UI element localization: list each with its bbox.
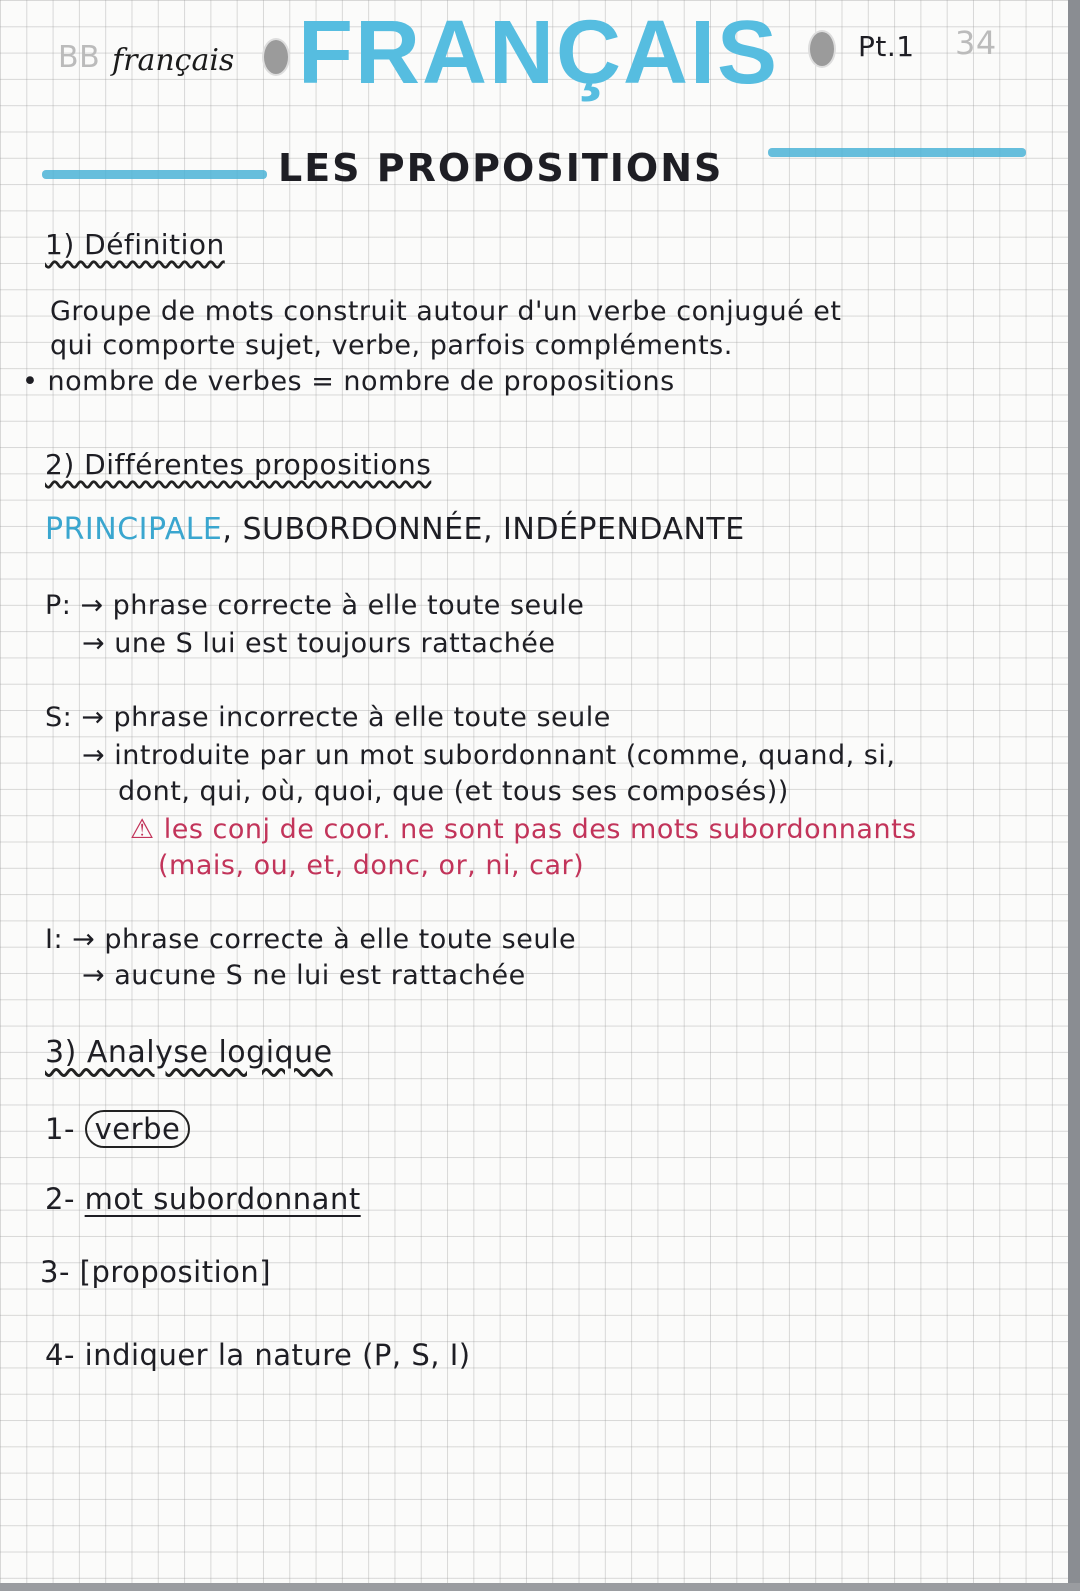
definition-line: qui comporte sujet, verbe, parfois compléments.: [50, 330, 733, 361]
proposition-types: [45, 512, 745, 547]
subject-title-script: français: [112, 43, 235, 78]
analysis-step: [45, 1112, 190, 1146]
step-text: indiquer la nature (P, S, I): [84, 1338, 471, 1372]
step-number: 4-: [45, 1338, 75, 1372]
step-text: verbe: [85, 1110, 191, 1148]
page-title: LES PROPOSITIONS: [278, 146, 724, 190]
analysis-step: [40, 1255, 271, 1289]
definition-line: • nombre de verbes = nombre de propositions: [22, 366, 675, 397]
step-number: 2-: [45, 1182, 75, 1216]
step-number: 3-: [40, 1255, 70, 1289]
title-bar-right: [768, 148, 1026, 157]
definition-line: Groupe de mots construit autour d'un verbe conjugué et: [50, 296, 842, 327]
section3-heading: 3) Analyse logique: [45, 1035, 333, 1070]
step-text: mot subordonnant: [84, 1182, 361, 1216]
part-label: Pt.1: [858, 30, 915, 63]
subordonnee-line: S: → phrase incorrecte à elle toute seule: [45, 702, 611, 733]
warning-line: ⚠ les conj de coor. ne sont pas des mots subordonnants: [130, 814, 917, 845]
section2-heading: 2) Différentes propositions: [45, 448, 432, 481]
initials: BB: [58, 40, 101, 75]
warning-line: (mais, ou, et, donc, or, ni, car): [158, 850, 585, 881]
independante-line: → aucune S ne lui est rattachée: [82, 960, 526, 991]
punch-hole-right: [808, 30, 836, 68]
page-edge: [1068, 0, 1080, 1591]
type-others: , SUBORDONNÉE, INDÉPENDANTE: [222, 512, 745, 547]
punch-hole-left: [262, 38, 290, 76]
step-number: 1-: [45, 1112, 75, 1146]
analysis-step: [45, 1338, 471, 1372]
subordonnee-line: dont, qui, où, quoi, que (et tous ses composés)): [118, 776, 789, 807]
title-bar-left: [42, 170, 267, 179]
subordonnee-line: → introduite par un mot subordonnant (comme, quand, si,: [82, 740, 896, 771]
type-principale: PRINCIPALE: [45, 512, 223, 547]
principale-line: → une S lui est toujours rattachée: [82, 628, 556, 659]
step-text: [proposition]: [79, 1255, 272, 1289]
independante-line: I: → phrase correcte à elle toute seule: [45, 924, 577, 955]
page-bottom-edge: [0, 1583, 1080, 1591]
principale-line: P: → phrase correcte à elle toute seule: [45, 590, 585, 621]
subject-title-marker: FRANÇAIS: [298, 3, 779, 103]
section1-heading: 1) Définition: [45, 228, 225, 261]
analysis-step: [45, 1182, 361, 1216]
page-number: 34: [955, 24, 997, 62]
